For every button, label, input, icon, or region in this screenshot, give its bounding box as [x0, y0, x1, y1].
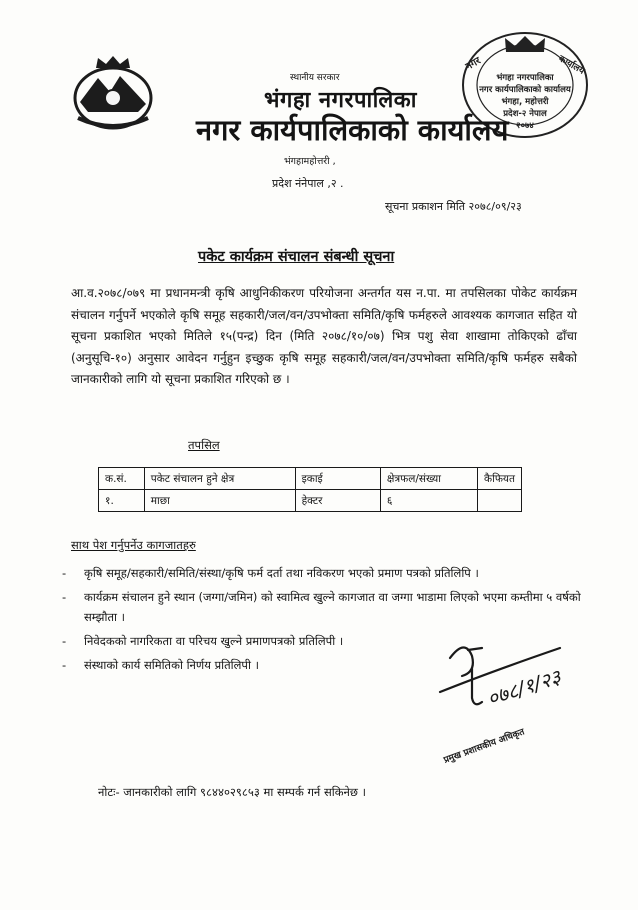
publication-date: सूचना प्रकाशन मिति २०७८/०९/२३ [385, 200, 522, 213]
stamp-line-2: नगर कार्यपालिकाको कार्यालय [479, 85, 571, 95]
footer-note: नोटः- जानकारीको लागि ९८४४०२९८५३ मा सम्पर्क गर्न सकिनेछ । [98, 785, 367, 799]
cell-serial: १. [99, 490, 145, 512]
list-item: - कार्यक्रम संचालन हुने स्थान (जग्गा/जमिन) को स्वामित्व खुल्ने कागजात वा जग्गा भाडामा लिएको भएमा कम्तीमा ५ वर्षको सम्झौता । [62, 590, 581, 624]
cell-area-count: ६ [380, 490, 477, 512]
handwritten-signature [410, 628, 600, 778]
notice-body: आ.व.२०७८/०७९ मा प्रधानमन्त्री कृषि आधुनिकीकरण परियोजना अन्तर्गत यस न.पा. मा तपसिलका पोकेट कार्यक्रम संचालन गर्नुपर्ने भएकोले कृषि समूह सहकारी/जल/वन/उपभोक्ता समिति/कृषि फर्महरुले आवश्यक कागजात सहित यो सूचना प्रकाशित भएको मितिले १५(पन्द्र) दिन (मिति २०७८/१०/०७) भित्र पशु सेवा शाखामा तोकिएको ढाँचा (अनुसूचि-१०) अनुसार आवेदन गर्नुहुन इच्छुक कृषि समूह सहकारी/जल/वन/उपभोक्ता समिति/कृषि फर्महरु सबैको जानकारीको लागि यो सूचना प्रकाशित गरिएको छ । [71, 286, 577, 386]
stamp-line-4: प्रदेश-२ नेपाल [503, 109, 547, 119]
local-government-label: स्थानीय सरकार [290, 73, 340, 83]
header-area-count: क्षेत्रफल/संख्या [380, 468, 477, 490]
cell-pocket-area: माछा [144, 490, 295, 512]
header-pocket-area: पकेट संचालन हुने क्षेत्र [144, 468, 295, 490]
document-item-text: निवेदकको नागरिकता वा परिचय खुल्ने प्रमाणपत्रको प्रतिलिपी । [84, 634, 344, 648]
signature-date: ०७८/१/२३ [484, 664, 564, 711]
list-item: - निवेदकको नागरिकता वा परिचय खुल्ने प्रमाणपत्रको प्रतिलिपी । [62, 634, 344, 648]
address-line-1: भंगहामहोत्तरी , [284, 156, 336, 167]
government-emblem-icon [68, 52, 158, 134]
document-item-text: कार्यक्रम संचालन हुने स्थान (जग्गा/जमिन) को स्वामित्व खुल्ने कागजात वा जग्गा भाडामा लिएको भएमा कम्तीमा ५ वर्षको सम्झौता । [84, 590, 581, 624]
stamp-line-3: भंगहा, महोत्तरी [501, 97, 549, 107]
stamp-line-5: २०७४ [516, 121, 534, 131]
cell-remarks [478, 490, 522, 512]
list-item: - संस्थाको कार्य समितिको निर्णय प्रतिलिपी । [62, 658, 259, 672]
cell-unit: हेक्टर [295, 490, 380, 512]
svg-text:नगर: नगर [464, 55, 483, 73]
table-row [99, 490, 522, 512]
schedule-header-row [99, 468, 522, 490]
stamp-line-1: भंगहा नगरपालिका [496, 73, 554, 83]
svg-text:कार्यालय: कार्यालय [556, 53, 586, 77]
schedule-table [98, 467, 522, 512]
header-serial: क.सं. [99, 468, 145, 490]
header-remarks: कैफियत [478, 468, 522, 490]
list-item: - कृषि समूह/सहकारी/समिति/संस्था/कृषि फर्म दर्ता तथा नविकरण भएको प्रमाण पत्रको प्रतिलिपि । [62, 566, 479, 580]
document-item-text: कृषि समूह/सहकारी/समिति/संस्था/कृषि फर्म दर्ता तथा नविकरण भएको प्रमाण पत्रको प्रतिलिपि । [84, 566, 479, 580]
schedule-title: तपसिल [188, 438, 220, 452]
document-item-text: संस्थाको कार्य समितिको निर्णय प्रतिलिपी । [84, 658, 259, 672]
municipality-name: भंगहा नगरपालिका [264, 88, 417, 113]
required-documents-title: साथ पेश गर्नुपर्नेउ कागजातहरु [71, 538, 196, 552]
office-name: नगर कार्यपालिकाको कार्यालय [196, 113, 509, 147]
header-unit: इकाई [295, 468, 380, 490]
address-line-2: प्रदेश नंनेपाल ,२ . [272, 177, 344, 190]
notice-subject: पकेट कार्यक्रम संचालन संबन्धी सूचना [198, 249, 395, 265]
signatory-designation: प्रमुख प्रशासकीय अधिकृत [442, 727, 526, 766]
